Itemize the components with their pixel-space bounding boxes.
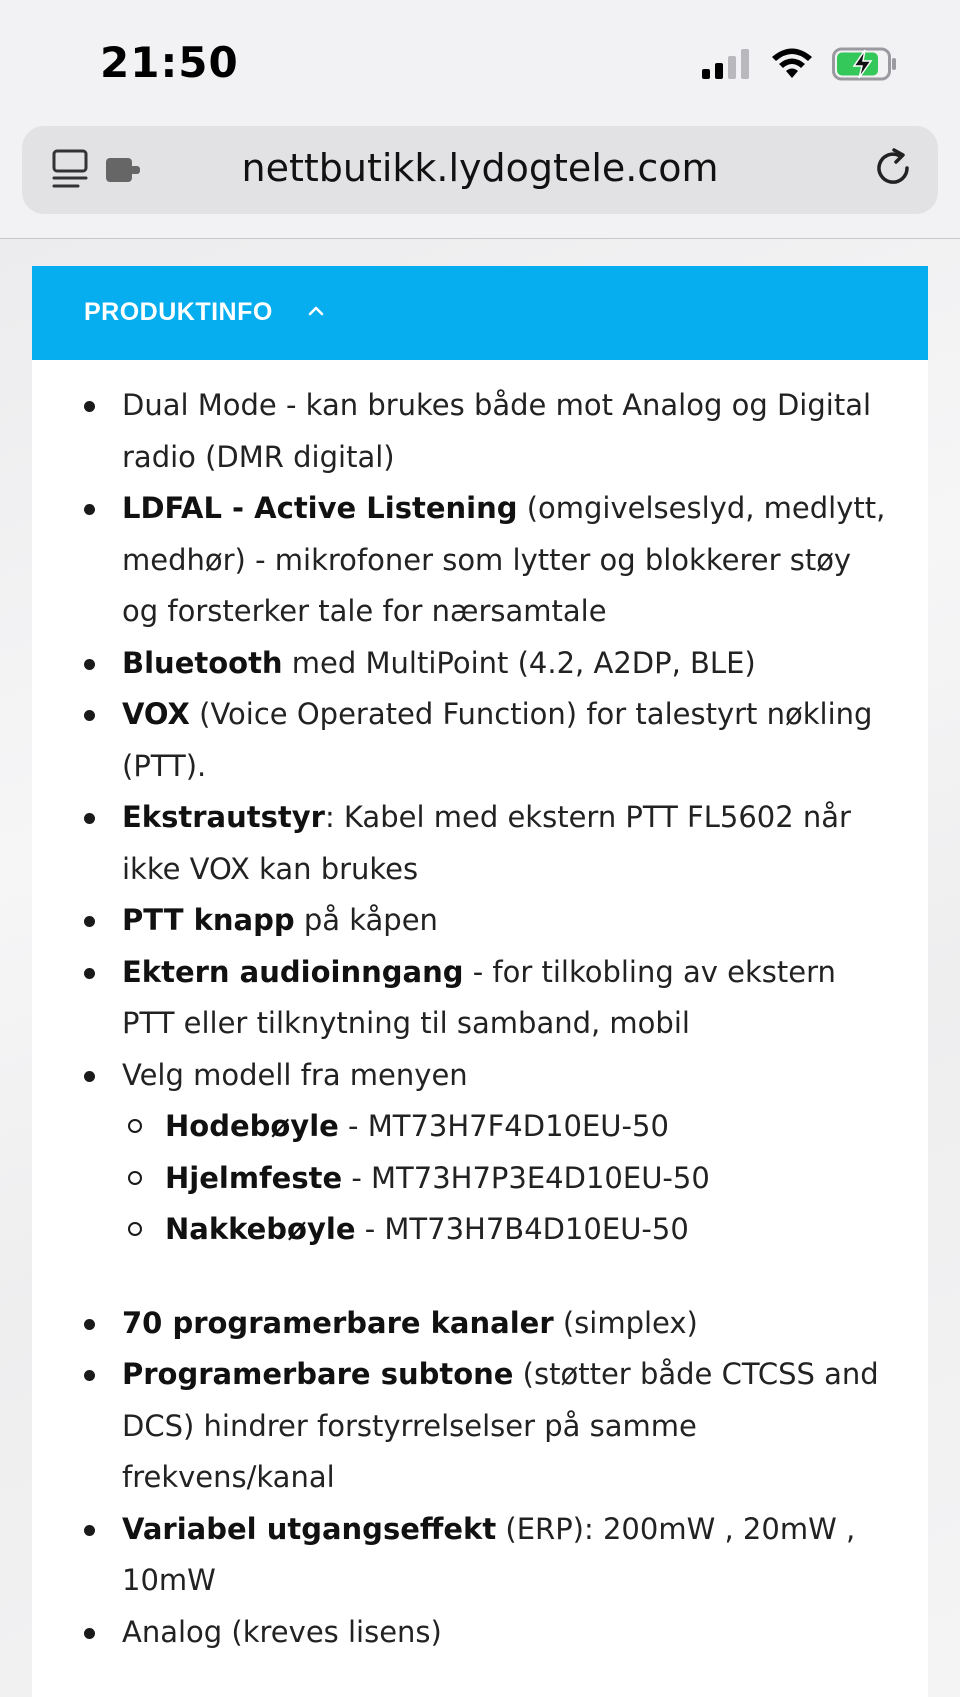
spec-list	[32, 1298, 928, 1659]
status-time: 21:50	[100, 38, 239, 87]
list-item: Bluetooth med MultiPoint (4.2, A2DP, BLE)	[32, 638, 928, 690]
battery-charging-icon	[832, 47, 898, 81]
product-info-toggle[interactable]	[32, 266, 928, 360]
model-list	[122, 1101, 888, 1256]
model-item: Hodebøyle - MT73H7F4D10EU-50	[122, 1101, 888, 1153]
cellular-signal-icon	[702, 49, 752, 79]
status-bar	[0, 0, 960, 120]
feature-list	[32, 360, 928, 1256]
status-icons	[702, 44, 898, 84]
list-item: Variabel utgangseffekt (ERP): 200mW , 20mW , 10mW	[32, 1504, 928, 1607]
product-info-content	[32, 360, 928, 1658]
list-item: Ekstrautstyr: Kabel med ekstern PTT FL5602 når ikke VOX kan brukes	[32, 792, 928, 895]
product-info-panel	[32, 266, 928, 1697]
model-item: Nakkebøyle - MT73H7B4D10EU-50	[122, 1204, 888, 1256]
list-item: PTT knapp på kåpen	[32, 895, 928, 947]
section-title: PRODUKTINFO	[84, 298, 273, 326]
list-item: Ektern audioinngang - for tilkobling av ekstern PTT eller tilknytning til samband, mobil	[32, 947, 928, 1050]
reload-icon[interactable]	[870, 146, 916, 192]
address-bar[interactable]	[22, 126, 938, 214]
list-item: Velg modell fra menyen Hodebøyle - MT73H7F4D10EU-50 Hjelmfeste - MT73H7P3E4D10EU-50 Nakkebøyle - MT73H7B4D10EU-50	[32, 1050, 928, 1256]
list-item: LDFAL - Active Listening (omgivelseslyd, medlytt, medhør) - mikrofoner som lytter og blokkerer støy og forsterker tale for nærsamtale	[32, 483, 928, 638]
list-item: 70 programerbare kanaler (simplex)	[32, 1298, 928, 1350]
list-item: Programerbare subtone (støtter både CTCSS and DCS) hindrer forstyrrelselser på samme frekvens/kanal	[32, 1349, 928, 1504]
model-item: Hjelmfeste - MT73H7P3E4D10EU-50	[122, 1153, 888, 1205]
list-item: Dual Mode - kan brukes både mot Analog og Digital radio (DMR digital)	[32, 380, 928, 483]
wifi-icon	[770, 48, 814, 80]
list-item: Analog (kreves lisens)	[32, 1607, 928, 1659]
chevron-up-icon	[308, 304, 324, 316]
url-text[interactable]: nettbutikk.lydogtele.com	[241, 146, 719, 190]
list-item: VOX (Voice Operated Function) for talestyrt nøkling (PTT).	[32, 689, 928, 792]
